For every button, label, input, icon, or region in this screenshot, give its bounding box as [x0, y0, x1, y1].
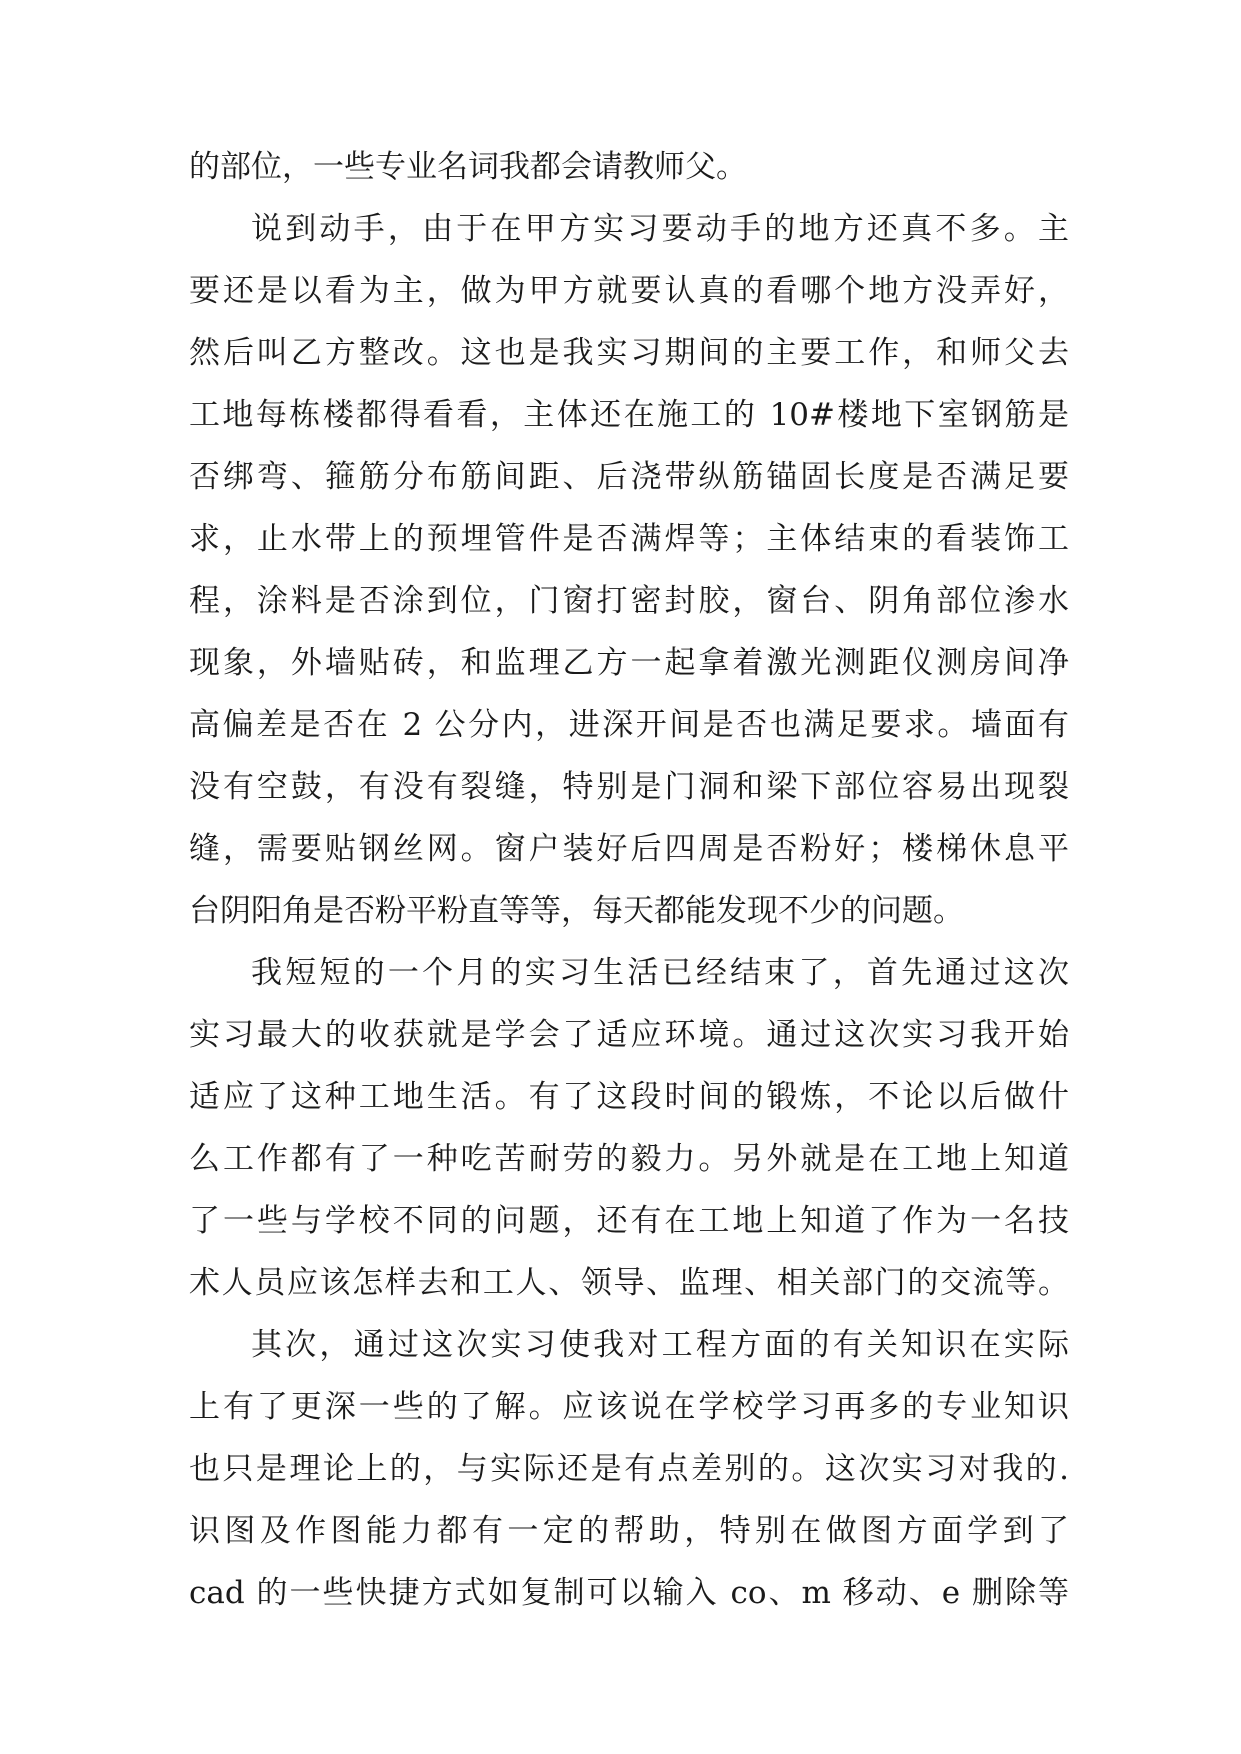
text-line-20: 其次，通过这次实习使我对工程方面的有关知识在实际	[251, 1327, 1069, 1363]
text-line-15: 实习最大的收获就是学会了适应环境。通过这次实习我开始	[189, 1017, 1069, 1053]
text-line-3: 要还是以看为主，做为甲方就要认真的看哪个地方没弄好，	[189, 273, 1069, 309]
text-line-16: 适应了这种工地生活。有了这段时间的锻炼，不论以后做什	[189, 1079, 1069, 1115]
text-line-5: 工地每栋楼都得看看，主体还在施工的 10#楼地下室钢筋是	[189, 397, 1069, 433]
text-line-19: 术人员应该怎样去和工人、领导、监理、相关部门的交流等。	[189, 1265, 1069, 1301]
text-line-22: 也只是理论上的，与实际还是有点差别的。这次实习对我的.	[189, 1451, 1069, 1487]
text-line-18: 了一些与学校不同的问题，还有在工地上知道了作为一名技	[189, 1203, 1069, 1239]
text-line-24: cad 的一些快捷方式如复制可以输入 co、m 移动、e 删除等	[189, 1575, 1069, 1611]
text-line-9: 现象，外墙贴砖，和监理乙方一起拿着激光测距仪测房间净	[189, 645, 1069, 681]
text-line-10: 高偏差是否在 2 公分内，进深开间是否也满足要求。墙面有	[189, 707, 1069, 743]
text-line-11: 没有空鼓，有没有裂缝，特别是门洞和梁下部位容易出现裂	[189, 769, 1069, 805]
text-line-8: 程，涂料是否涂到位，门窗打密封胶，窗台、阴角部位渗水	[189, 583, 1069, 619]
text-line-2: 说到动手，由于在甲方实习要动手的地方还真不多。主	[251, 211, 1069, 247]
text-line-7: 求，止水带上的预埋管件是否满焊等；主体结束的看装饰工	[189, 521, 1069, 557]
text-line-14: 我短短的一个月的实习生活已经结束了，首先通过这次	[251, 955, 1069, 991]
text-line-23: 识图及作图能力都有一定的帮助，特别在做图方面学到了	[189, 1513, 1069, 1549]
text-line-12: 缝，需要贴钢丝网。窗户装好后四周是否粉好；楼梯休息平	[189, 831, 1069, 867]
text-line-4: 然后叫乙方整改。这也是我实习期间的主要工作，和师父去	[189, 335, 1069, 371]
text-line-6: 否绑弯、箍筋分布筋间距、后浇带纵筋锚固长度是否满足要	[189, 459, 1069, 495]
text-line-21: 上有了更深一些的了解。应该说在学校学习再多的专业知识	[189, 1389, 1069, 1425]
text-line-13: 台阴阳角是否粉平粉直等等，每天都能发现不少的问题。	[189, 893, 964, 929]
text-line-17: 么工作都有了一种吃苦耐劳的毅力。另外就是在工地上知道	[189, 1141, 1069, 1177]
text-line-1: 的部位，一些专业名词我都会请教师父。	[189, 149, 747, 185]
